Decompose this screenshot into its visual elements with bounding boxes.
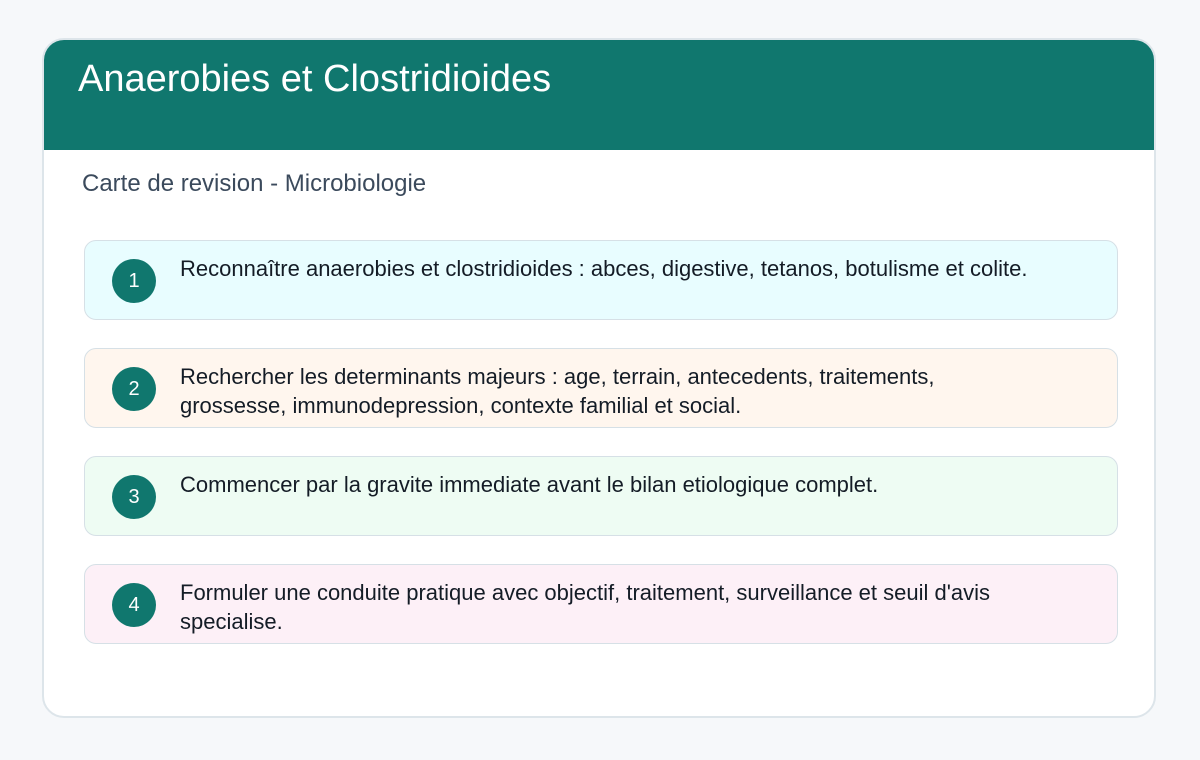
item-number-badge: 2 bbox=[112, 367, 156, 411]
list-item bbox=[84, 240, 1118, 320]
card-subtitle: Carte de revision - Microbiologie bbox=[82, 170, 427, 197]
item-number-badge: 1 bbox=[112, 259, 156, 303]
item-text: Rechercher les determinants majeurs : age, terrain, antecedents, traitements, grossesse, immunodepression, contexte familial et social. bbox=[180, 364, 935, 418]
item-number-badge: 4 bbox=[112, 583, 156, 627]
revision-list bbox=[84, 240, 1118, 672]
card-header bbox=[42, 38, 1156, 150]
card-title: Anaerobies et Clostridioides bbox=[78, 58, 552, 100]
revision-card bbox=[42, 38, 1156, 718]
item-text: Reconnaître anaerobies et clostridioides : abces, digestive, tetanos, botulisme et colite. bbox=[180, 256, 1028, 281]
list-item bbox=[84, 456, 1118, 536]
item-text: Commencer par la gravite immediate avant le bilan etiologique complet. bbox=[180, 472, 879, 497]
item-number-badge: 3 bbox=[112, 475, 156, 519]
item-text: Formuler une conduite pratique avec objectif, traitement, surveillance et seuil d'avis specialise. bbox=[180, 580, 991, 634]
list-item bbox=[84, 564, 1118, 644]
list-item bbox=[84, 348, 1118, 428]
